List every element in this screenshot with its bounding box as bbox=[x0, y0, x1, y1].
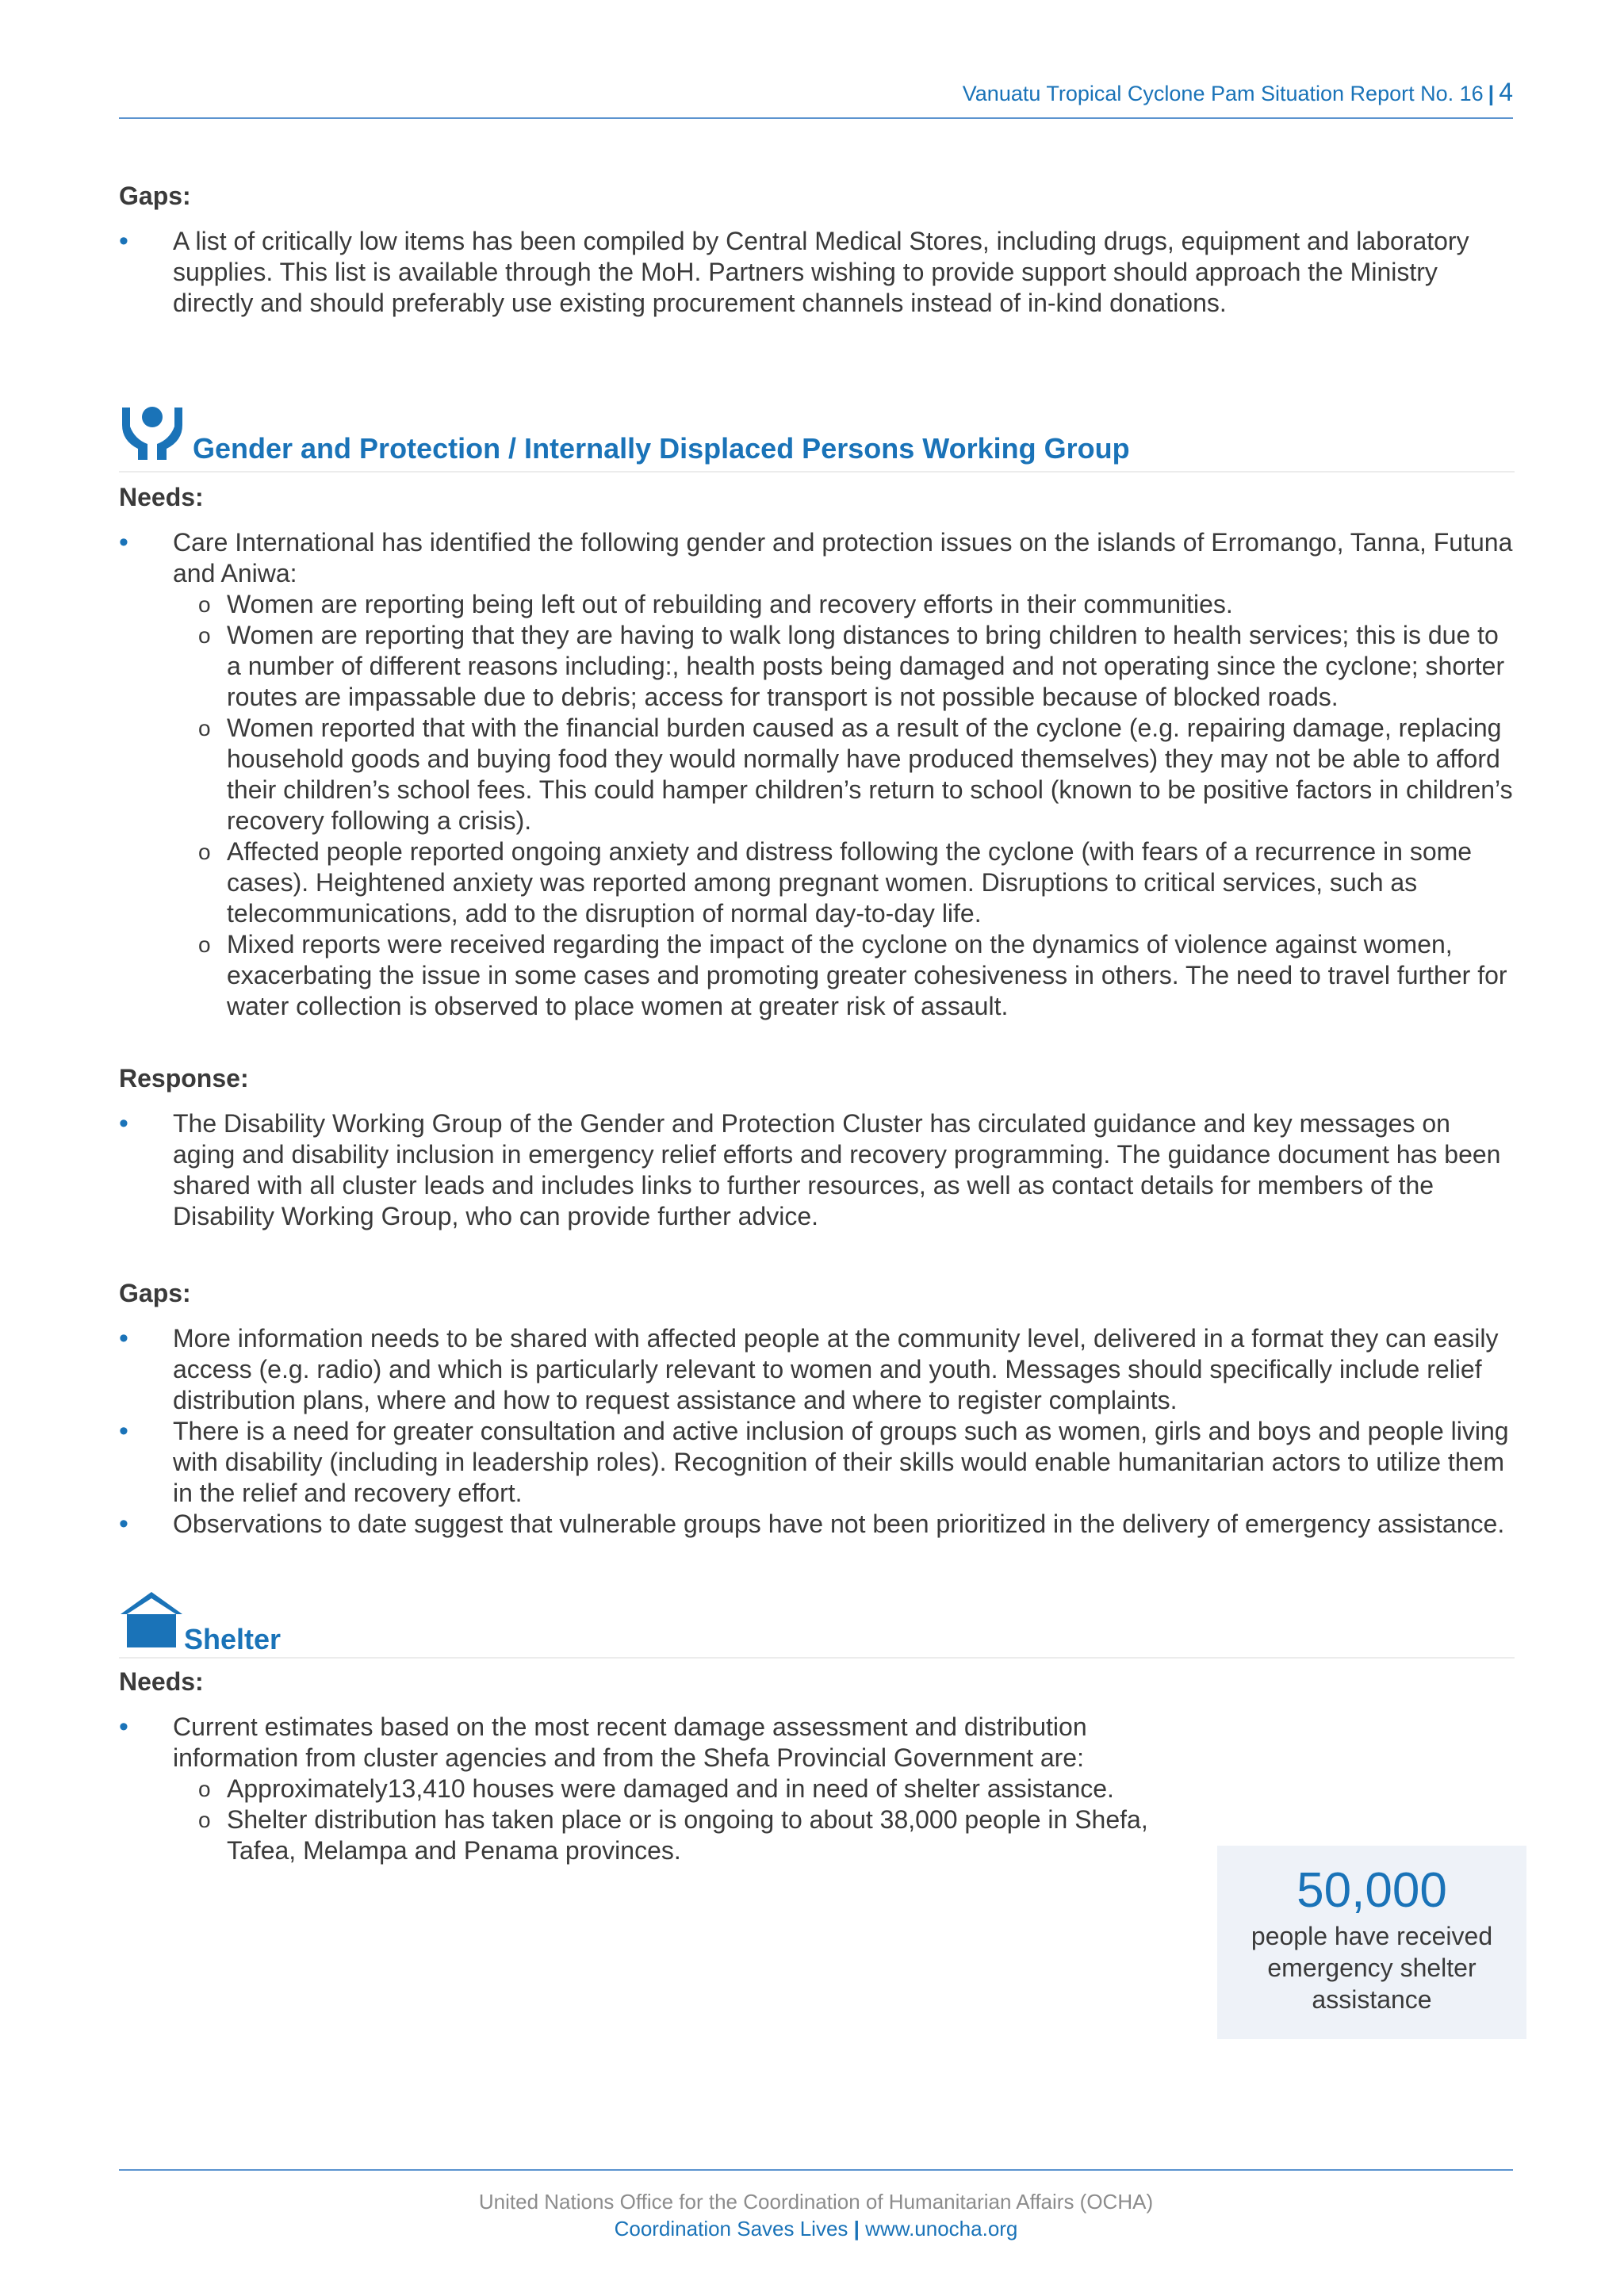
gender-gaps-list bbox=[119, 1323, 1515, 1540]
list-item: • A list of critically low items has been compiled by Central Medical Stores, including drugs, equipment and laboratory supplies. This list is available through the MoH. Partners wishing to provide support should approach the Ministry directly and should preferably use existing procurement channels instead of in-kind donations. bbox=[119, 226, 1515, 319]
sublist-item: o Affected people reported ongoing anxiety and distress following the cyclone (with fears of a recurrence in some cases). Heightened anxiety was reported among pregnant women. Disruptions to critical services, such as telecommunications, add to the disruption of normal day-to-day life. bbox=[173, 836, 1515, 929]
protection-hands-icon bbox=[119, 404, 186, 470]
shelter-needs-sublist bbox=[173, 1774, 1185, 1866]
gender-gaps-label: Gaps: bbox=[119, 1279, 191, 1307]
sublist-item: o Women are reporting being left out of rebuilding and recovery efforts in their communities. bbox=[173, 589, 1515, 620]
shelter-section-heading bbox=[119, 1589, 1515, 1659]
gender-needs-intro: Care International has identified the following gender and protection issues on the islands of Erromango, Tanna, Futuna and Aniwa: bbox=[173, 528, 1513, 587]
footer-divider bbox=[119, 2169, 1513, 2171]
shelter-stat-callout bbox=[1217, 1846, 1526, 2039]
gender-response-label: Response: bbox=[119, 1064, 249, 1093]
footer-separator: | bbox=[853, 2217, 860, 2241]
gender-response-list bbox=[119, 1108, 1515, 1232]
page-number: 4 bbox=[1499, 78, 1513, 106]
list-item bbox=[119, 527, 1515, 1022]
sublist-item: o Mixed reports were received regarding the impact of the cyclone on the dynamics of violence against women, exacerbating the issue in some cases and promoting greater cohesiveness in others. The need to travel further for water collection is observed to place women at greater risk of assault. bbox=[173, 929, 1515, 1022]
health-gaps-label: Gaps: bbox=[119, 182, 191, 210]
shelter-section-title: Shelter bbox=[184, 1623, 282, 1655]
list-item bbox=[119, 1712, 1185, 1866]
sublist-item: o Shelter distribution has taken place or is ongoing to about 38,000 people in Shefa, Tafea, Melampa and Penama provinces. bbox=[173, 1804, 1185, 1866]
list-item: • The Disability Working Group of the Gender and Protection Cluster has circulated guidance and key messages on aging and disability inclusion in emergency relief efforts and recovery programming. The guidance document has been shared with all cluster leads and includes links to further resources, as well as contact details for members of the Disability Working Group, who can provide further advice. bbox=[119, 1108, 1515, 1232]
shelter-needs-label: Needs: bbox=[119, 1667, 204, 1696]
house-icon bbox=[119, 1590, 184, 1656]
gender-section-heading bbox=[119, 404, 1515, 473]
gender-needs-list bbox=[119, 527, 1515, 1022]
sublist-item: o Approximately13,410 houses were damaged and in need of shelter assistance. bbox=[173, 1774, 1185, 1804]
gender-needs-label: Needs: bbox=[119, 483, 204, 511]
list-item: • There is a need for greater consultation and active inclusion of groups such as women, girls and boys and people living with disability (including in leadership roles). Recognition of their skills would enable humanitarian actors to utilize them in the relief and recovery effort. bbox=[119, 1416, 1515, 1509]
list-item: • More information needs to be shared with affected people at the community level, delivered in a format they can easily access (e.g. radio) and which is particularly relevant to women and youth. Messages should specifically include relief distribution plans, where and how to request assistance and where to register complaints. bbox=[119, 1323, 1515, 1416]
header-divider bbox=[119, 117, 1513, 119]
page-header bbox=[119, 78, 1513, 107]
footer-org: United Nations Office for the Coordination of Humanitarian Affairs (OCHA) bbox=[478, 2190, 1154, 2214]
sublist-item: o Women are reporting that they are having to walk long distances to bring children to health services; this is due to a number of different reasons including:, health posts being damaged and not operating since the cyclone; shorter routes are impassable due to debris; access for transport is not possible because of blocked roads. bbox=[173, 620, 1515, 713]
health-gaps-list bbox=[119, 226, 1515, 319]
footer-links bbox=[119, 2217, 1513, 2241]
report-title: Vanuatu Tropical Cyclone Pam Situation Report No. 16 bbox=[962, 82, 1484, 105]
footer-tagline: Coordination Saves Lives bbox=[614, 2217, 848, 2241]
list-item: • Observations to date suggest that vulnerable groups have not been prioritized in the delivery of emergency assistance. bbox=[119, 1509, 1515, 1540]
header-separator: | bbox=[1488, 82, 1495, 105]
gender-needs-sublist bbox=[173, 589, 1515, 1022]
callout-text: people have received emergency shelter assistance bbox=[1251, 1922, 1493, 2014]
footer-url-link[interactable]: www.unocha.org bbox=[865, 2217, 1018, 2241]
gender-section-title: Gender and Protection / Internally Displaced Persons Working Group bbox=[193, 432, 1130, 465]
callout-number: 50,000 bbox=[1297, 1863, 1447, 1918]
sublist-item: o Women reported that with the financial burden caused as a result of the cyclone (e.g. repairing damage, replacing household goods and buying food they would normally have produced themselves) they may not be able to afford their children’s school fees. This could hamper children’s return to school (known to be positive factors in children’s recovery following a crisis). bbox=[173, 713, 1515, 836]
page-content bbox=[119, 181, 1515, 1866]
shelter-needs-list bbox=[119, 1712, 1185, 1866]
shelter-needs-intro: Current estimates based on the most recent damage assessment and distribution information from cluster agencies and from the Shefa Provincial Government are: bbox=[173, 1712, 1087, 1772]
